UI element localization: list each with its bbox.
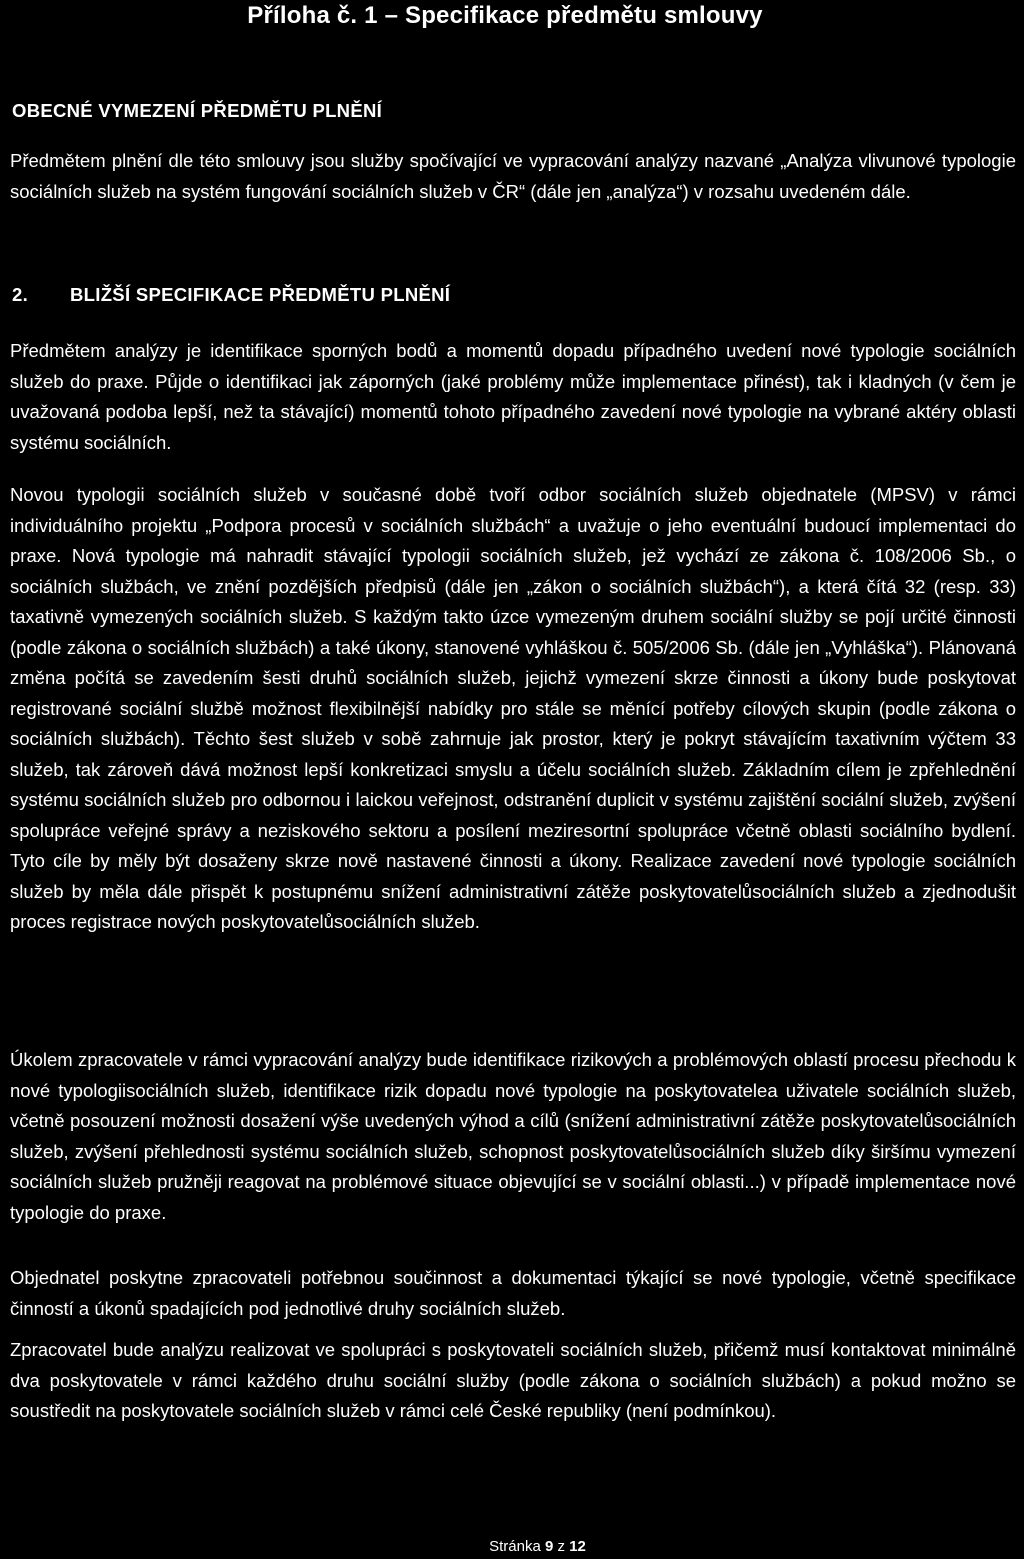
paragraph-new-typology: Novou typologii sociálních služeb v současné době tvoří odbor sociálních služeb objednatele (MPSV) v rámci individuálního projektu „Podpora procesů v sociálních službách“ a uvažuje o jeho eventuální budoucí implementaci do praxe. Nová typologie má nahradit stávající typologii sociálních služeb, jež vychází ze zákona č. 108/2006 Sb., o sociálních službách, ve znění pozdějších předpisů (dále jen „zákon o sociálních službách“), a která čítá 32 (resp. 33) taxativně vymezených sociálních služeb. S každým takto úzce vymezeným druhem sociální služby se pojí určité činnosti (podle zákona o sociálních službách) a také úkony, stanovené vyhláškou č. 505/2006 Sb. (dále jen „Vyhláška“). Plánovaná změna počítá se zavedením šesti druhů sociálních služeb, jejichž vymezení skrze činnosti a úkony bude poskytovat registrované sociální službě možnost flexibilnější nabídky pro stále se měnící potřeby cílových skupin (podle zákona o sociálních službách). Těchto šest služeb v sobě zahrnuje jak prostor, který je pokryt stávajícím taxativním výčtem 33 služeb, tak zároveň dává možnost lepší konkretizaci smyslu a účelu sociálních služeb. Základním cílem je zpřehlednění systému sociálních služeb pro odbornou i laickou veřejnost, odstranění duplicit v systému zajištění sociální služeb, zvýšení spolupráce veřejné správy a neziskového sektoru a posílení meziresortní spolupráce včetně oblasti sociálního bydlení. Tyto cíle by měly být dosaženy skrze nově nastavené činnosti a úkony. Realizace zavedení nové typologie sociálních služeb by měla dále přispět k postupnému snížení administrativní zátěže poskytovatelůsociálních služeb a zjednodušit proces registrace nových poskytovatelůsociálních služeb. bbox=[10, 484, 1016, 932]
footer-page-total: 12 bbox=[569, 1538, 586, 1555]
section-heading-specification bbox=[12, 284, 450, 306]
paragraph-client-cooperation: Objednatel poskytne zpracovateli potřebnou součinnost a dokumentaci týkající se nové typologie, včetně specifikace činností a úkonů spadajících pod jednotlivé druhy sociálních služeb. bbox=[10, 1267, 1016, 1319]
footer-label: Stránka bbox=[489, 1538, 541, 1555]
section-number: 2. bbox=[12, 284, 29, 305]
section-heading-text: BLIŽŠÍ SPECIFIKACE PŘEDMĚTU PLNĚNÍ bbox=[70, 284, 451, 305]
section-heading-general: OBECNÉ VYMEZENÍ PŘEDMĚTU PLNĚNÍ bbox=[12, 100, 383, 121]
footer-page-number: 9 bbox=[545, 1538, 554, 1555]
page-title: Příloha č. 1 – Specifikace předmětu smlouvy bbox=[247, 2, 763, 29]
paragraph-analysis-subject: Předmětem analýzy je identifikace sporných bodů a momentů dopadu případného uvedení nové typologie sociálních služeb do praxe. Půjde o identifikaci jak záporných (jaké problémy může implementace přinést), tak i kladných (v čem je uvažovaná podoba lepší, než ta stávající) momentů tohoto případného zavedení nové typologie na vybrané aktéry oblasti systému sociálních. bbox=[10, 340, 1016, 453]
footer-separator: z bbox=[557, 1538, 566, 1555]
paragraph-subject: Předmětem plnění dle této smlouvy jsou služby spočívající ve vypracování analýzy nazvané „Analýza vlivunové typologie sociálních služeb na systém fungování sociálních služeb v ČR“ (dále jen „analýza“) v rozsahu uvedeném dále. bbox=[10, 150, 1016, 202]
paragraph-providers: Zpracovatel bude analýzu realizovat ve spolupráci s poskytovateli sociálních služeb, přičemž musí kontaktovat minimálně dva poskytovatele v rámci každého druhu sociální služby (podle zákona o sociálních službách) a pokud možno se soustředit na poskytovatele sociálních služeb v rámci celé České republiky (není podmínkou). bbox=[10, 1339, 1016, 1421]
paragraph-contractor-task: Úkolem zpracovatele v rámci vypracování analýzy bude identifikace rizikových a problémových oblastí procesu přechodu k nové typologiisociálních služeb, identifikace rizik dopadu nové typologie na poskytovatelea uživatele sociálních služeb, včetně posouzení možnosti dosažení výše uvedených výhod a cílů (snížení administrativní zátěže poskytovatelůsociálních služeb, zvýšení přehlednosti systému sociálních služeb, schopnost poskytovatelůsociálních služeb díky širšímu vymezení sociálních služeb pružněji reagovat na problémové situace objevující se v sociální oblasti...) v případě implementace nové typologie do praxe. bbox=[10, 1049, 1016, 1223]
page-footer bbox=[0, 1538, 1024, 1555]
